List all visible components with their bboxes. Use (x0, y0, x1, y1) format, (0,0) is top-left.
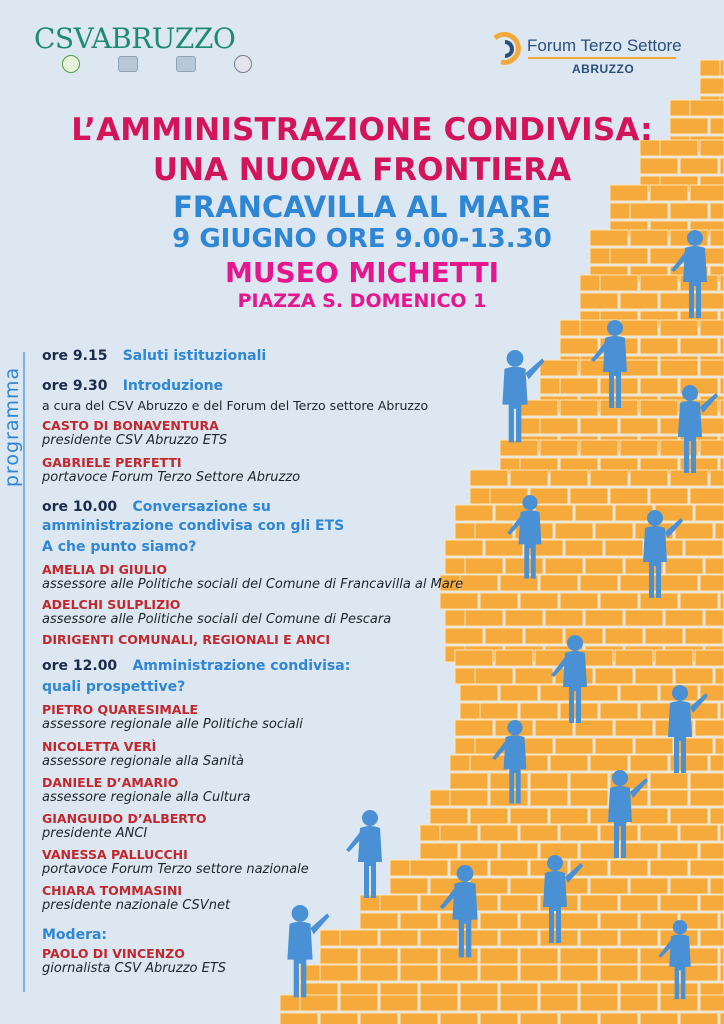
brick (550, 470, 588, 486)
brick (530, 773, 568, 789)
brick (600, 1013, 638, 1024)
figure-head (672, 685, 688, 701)
brick (580, 575, 618, 591)
brick (660, 320, 698, 336)
brick (670, 878, 708, 894)
brick (715, 738, 724, 754)
session-time: ore 10.00 (42, 499, 118, 515)
brick (640, 378, 678, 394)
brick (520, 593, 558, 609)
brick (605, 628, 643, 644)
brick (530, 790, 568, 806)
brick (680, 338, 718, 354)
figure-head (647, 510, 663, 526)
brick (720, 825, 724, 841)
brick (675, 523, 713, 539)
brick (555, 523, 593, 539)
figure-head (682, 385, 698, 401)
brick (595, 668, 633, 684)
speaker-name: VANESSA PALLUCCHI (42, 847, 188, 862)
brick (615, 720, 653, 736)
title-line-2: UNA NUOVA FRONTIERA (152, 152, 572, 188)
session-title: Introduzione (122, 378, 224, 394)
brick (620, 995, 658, 1011)
brick (520, 948, 558, 964)
brick (700, 930, 724, 946)
speaker-role: assessore regionale alla Cultura (42, 790, 251, 805)
brick (665, 558, 703, 574)
brick (700, 360, 724, 376)
speaker-name: DIRIGENTI COMUNALI, REGIONALI E ANCI (42, 632, 330, 647)
brick (565, 540, 603, 556)
speaker-name: NICOLETTA VERÌ (42, 739, 157, 754)
session-title-cont: amministrazione condivisa con gli ETS (42, 518, 345, 534)
brick (680, 593, 718, 609)
brick (640, 338, 678, 354)
brick (720, 60, 724, 76)
event-venue: MUSEO MICHETTI (224, 256, 500, 289)
session-2 (42, 377, 223, 394)
figure-head (522, 495, 537, 510)
brick (720, 338, 724, 354)
brick (560, 825, 598, 841)
brick (540, 575, 578, 591)
brick (700, 995, 724, 1011)
brick (665, 610, 703, 626)
speaker-role: portavoce Forum Terzo Settore Abruzzo (42, 470, 301, 485)
brick (600, 913, 638, 929)
brick (640, 400, 678, 416)
brick (585, 610, 623, 626)
brick (595, 738, 633, 754)
brick (610, 488, 648, 504)
brick (570, 488, 608, 504)
brick (680, 965, 718, 981)
brick (710, 808, 724, 824)
brick (600, 965, 638, 981)
speaker-name: GABRIELE PERFETTI (42, 455, 182, 470)
brick (720, 593, 724, 609)
speaker-name: DANIELE D’AMARIO (42, 775, 179, 790)
speaker-role: presidente ANCI (42, 826, 148, 841)
brick (700, 78, 724, 94)
brick (605, 540, 643, 556)
brick (560, 948, 598, 964)
speaker-role: assessore regionale alla Sanità (42, 754, 245, 769)
brick (515, 668, 553, 684)
brick (580, 930, 618, 946)
brick (625, 610, 663, 626)
brick (520, 1013, 558, 1024)
brick (590, 755, 628, 771)
title-line-1: L’AMMINISTRAZIONE CONDIVISA: (71, 112, 653, 148)
brick (700, 418, 724, 434)
brick (660, 575, 698, 591)
event-date: 9 GIUGNO ORE 9.00-13.30 (172, 224, 552, 254)
brick (635, 668, 673, 684)
session-3 (42, 498, 271, 515)
brick (695, 650, 724, 666)
programme-divider (23, 352, 25, 992)
brick (680, 1013, 718, 1024)
brick (650, 790, 688, 806)
brick (700, 575, 724, 591)
brick (720, 378, 724, 394)
brick (710, 755, 724, 771)
brick (510, 808, 548, 824)
brick (535, 720, 573, 736)
brick (520, 965, 558, 981)
brick (635, 738, 673, 754)
brick (720, 703, 724, 719)
session-title: Amministrazione condivisa: (132, 658, 351, 674)
brick (640, 825, 678, 841)
brick (675, 668, 713, 684)
event-address: PIAZZA S. DOMENICO 1 (237, 290, 487, 312)
forum-logo-title: Forum Terzo Settore (527, 36, 682, 55)
figure-head (547, 855, 563, 871)
speaker-name: CASTO DI BONAVENTURA (42, 418, 219, 433)
brick (620, 895, 658, 911)
session-4 (42, 657, 350, 674)
brick (655, 650, 693, 666)
brick (550, 755, 588, 771)
brick (540, 418, 578, 434)
figure-head (607, 320, 623, 336)
brick (555, 738, 593, 754)
brick (615, 650, 653, 666)
figure-head (612, 770, 628, 786)
brick (720, 1013, 724, 1024)
speaker-name: GIANGUIDO D’ALBERTO (42, 811, 207, 826)
brick (610, 860, 648, 876)
moderator-label: Modera: (42, 927, 108, 943)
speaker-name: CHIARA TOMMASINI (42, 883, 183, 898)
speaker-role: assessore regionale alle Politiche sociali (42, 717, 303, 732)
brick (680, 825, 718, 841)
speaker-name: PIETRO QUARESIMALE (42, 702, 198, 717)
brick (535, 505, 573, 521)
brick (560, 913, 598, 929)
speaker-name: ADELCHI SULPLIZIO (42, 597, 181, 612)
brick (690, 790, 724, 806)
brick (650, 773, 688, 789)
brick (640, 965, 678, 981)
brick (720, 400, 724, 416)
session-subtitle: quali prospettive? (42, 679, 186, 695)
speaker-role: presidente CSV Abruzzo ETS (42, 433, 228, 448)
brick (640, 913, 678, 929)
moderator-role: giornalista CSV Abruzzo ETS (42, 961, 227, 976)
brick (525, 628, 563, 644)
figure-head (567, 635, 583, 651)
brick (570, 790, 608, 806)
brick (550, 808, 588, 824)
speaker-role: portavoce Forum Terzo settore nazionale (42, 862, 309, 877)
brick (650, 488, 688, 504)
speaker-role: assessore alle Politiche sociali del Comune di Pescara (42, 612, 392, 627)
brick (700, 895, 724, 911)
session-time: ore 9.15 (42, 348, 108, 364)
brick (620, 685, 658, 701)
brick (585, 558, 623, 574)
event-city: FRANCAVILLA AL MARE (173, 190, 551, 224)
brick (695, 720, 724, 736)
brick (685, 628, 723, 644)
speaker-name: AMELIA DI GIULIO (42, 562, 167, 577)
brick (640, 1013, 678, 1024)
brick (600, 948, 638, 964)
session-note: a cura del CSV Abruzzo e del Forum del Terzo settore Abruzzo (42, 398, 429, 413)
session-1 (42, 347, 266, 364)
brick (690, 773, 724, 789)
brick (580, 843, 618, 859)
brick (580, 995, 618, 1011)
brick (690, 488, 724, 504)
brick (620, 320, 658, 336)
brick (560, 338, 598, 354)
brick (540, 440, 578, 456)
brick (600, 703, 638, 719)
csv-abruzzo-logo: CSVABRUZZO (34, 22, 236, 55)
brick (630, 755, 668, 771)
forum-logo-subtitle: ABRUZZO (572, 62, 635, 76)
brick (695, 505, 724, 521)
session-subtitle: A che punto siamo? (42, 539, 197, 555)
brick (540, 995, 578, 1011)
brick (630, 878, 668, 894)
brick (670, 808, 708, 824)
brick (540, 360, 578, 376)
brick (710, 878, 724, 894)
brick (560, 400, 598, 416)
brick (510, 878, 548, 894)
brick (520, 825, 558, 841)
brick (685, 540, 723, 556)
brick (720, 948, 724, 964)
brick (660, 843, 698, 859)
brick (700, 843, 724, 859)
brick (575, 505, 613, 521)
brick (660, 895, 698, 911)
brick (715, 523, 724, 539)
brick (715, 668, 724, 684)
brick (545, 558, 583, 574)
brick (560, 1013, 598, 1024)
brick (580, 895, 618, 911)
brick (650, 860, 688, 876)
session-title: Conversazione su (132, 499, 271, 515)
session-time: ore 12.00 (42, 658, 118, 674)
brick (620, 930, 658, 946)
brick (560, 593, 598, 609)
brick (595, 523, 633, 539)
brick (600, 593, 638, 609)
brick (660, 360, 698, 376)
programme (42, 0, 512, 1024)
brick (560, 378, 598, 394)
brick (630, 808, 668, 824)
session-time: ore 9.30 (42, 378, 108, 394)
brick (705, 558, 724, 574)
brick (705, 610, 724, 626)
brick (580, 418, 618, 434)
brick (560, 965, 598, 981)
brick (690, 860, 724, 876)
brick (520, 703, 558, 719)
brick (710, 470, 724, 486)
moderator-name: PAOLO DI VINCENZO (42, 946, 185, 961)
speaker-role: presidente nazionale CSVnet (42, 898, 231, 913)
brick (545, 610, 583, 626)
brick (570, 773, 608, 789)
brick (580, 685, 618, 701)
brick (620, 418, 658, 434)
speaker-role: assessore alle Politiche sociali del Comune di Francavilla al Mare (42, 577, 464, 592)
brick (590, 470, 628, 486)
brick (590, 878, 628, 894)
brick (645, 628, 683, 644)
brick (630, 470, 668, 486)
programme-label-text: programma (1, 366, 24, 488)
brick (620, 440, 658, 456)
brick (580, 440, 618, 456)
brick (720, 965, 724, 981)
brick (700, 320, 724, 336)
session-title: Saluti istituzionali (122, 348, 267, 364)
brick (720, 913, 724, 929)
forum-logo-rule (528, 57, 676, 59)
brick (510, 470, 548, 486)
figure-head (673, 920, 687, 934)
brick (700, 440, 724, 456)
